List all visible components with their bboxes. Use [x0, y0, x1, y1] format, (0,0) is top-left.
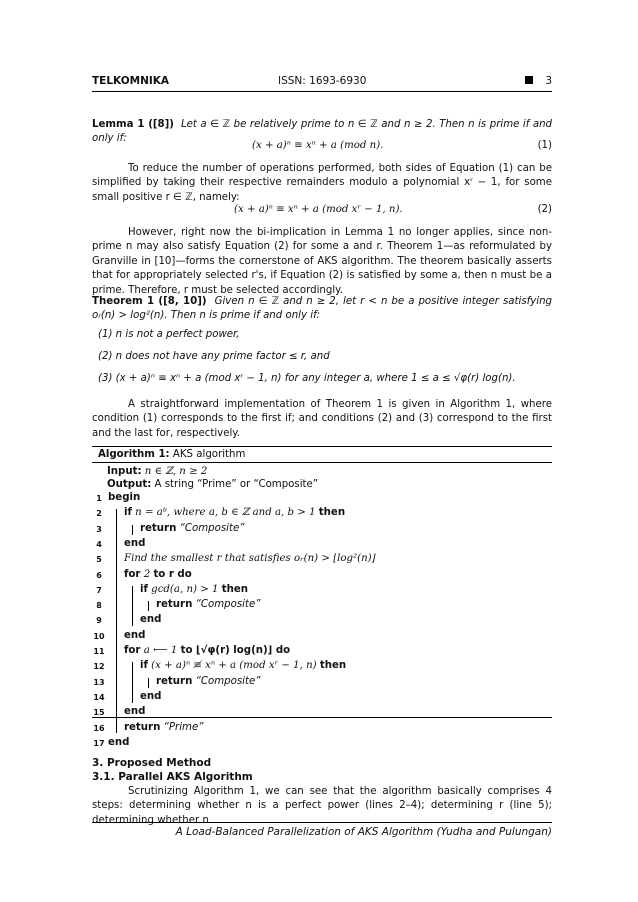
- algorithm-caption-label: Algorithm 1:: [98, 449, 170, 460]
- algorithm-caption-text: AKS algorithm: [172, 449, 246, 460]
- lemma-label: Lemma 1 ([8]): [92, 119, 174, 130]
- algorithm-line-number: 5: [96, 555, 102, 565]
- paragraph-1: To reduce the number of operations performed, both sides of Equation (1) can be simplified by taking their respective remainders modulo a polynomial xʳ − 1, for some small positive r ∈ ℤ, namely:: [92, 163, 552, 203]
- algorithm-line: [124, 722, 204, 735]
- lemma-statement: Let a ∈ ℤ be relatively prime to n ∈ ℤ and n ≥ 2. Then n is prime if and only if:: [92, 119, 552, 145]
- algorithm-line: [140, 691, 161, 704]
- paragraph-4: Scrutinizing Algorithm 1, we can see that the algorithm basically comprises 4 steps: determining whether n is a perfect power (lines 2–4); determining r (line 5); determining whether n: [92, 786, 552, 826]
- algorithm-line-ital: “Prime”: [163, 721, 204, 733]
- algorithm-line: [156, 676, 261, 689]
- theorem-condition-1: (1) n is not a perfect power,: [98, 329, 240, 340]
- algorithm-line-kw: if: [140, 660, 148, 672]
- equation-1-number: (1): [537, 140, 552, 151]
- algorithm-line-kw: end: [124, 629, 146, 641]
- algorithm-line-kw: if: [124, 507, 132, 519]
- algorithm-line-kw2: to r do: [153, 568, 192, 580]
- algorithm-caption-rule: [92, 462, 552, 463]
- algorithm-line-number: 17: [93, 738, 105, 748]
- equation-2-body: (x + a)ⁿ ≡ xⁿ + a (mod xʳ − 1, n).: [234, 204, 403, 215]
- algorithm-bottom-rule: [92, 717, 552, 718]
- algorithm-line: [140, 614, 161, 627]
- issn: ISSN: 1693-6930: [278, 75, 367, 87]
- equation-2: [92, 204, 552, 218]
- algorithm-line-kw2: to ⌊√φ(r) log(n)⌋ do: [180, 645, 291, 656]
- algorithm-line-kw: end: [140, 614, 162, 626]
- algorithm-top-rule: [92, 446, 552, 447]
- algorithm-line: [108, 492, 140, 505]
- algorithm-line: [124, 569, 192, 582]
- algorithm-line: [140, 660, 346, 673]
- algorithm-output-label: Output:: [107, 479, 152, 490]
- algorithm-line-kw: return: [140, 522, 177, 534]
- page-number: 3: [545, 75, 552, 87]
- algorithm-line-text: n = aᵇ, where a, b ∈ ℤ and a, b > 1: [131, 507, 319, 519]
- algorithm-line-number: 2: [96, 509, 102, 519]
- theorem-statement: Given n ∈ ℤ and n ≥ 2, let r < n be a positive integer satisfying oᵣ(n) > log²(n). Then n is prime if and only if:: [92, 296, 552, 322]
- algorithm-line-number: 3: [96, 524, 102, 534]
- algorithm-line-text: a ⟵ 1: [140, 645, 181, 656]
- algorithm-line: [140, 584, 248, 597]
- algorithm-block-bar: [148, 678, 149, 688]
- algorithm-line-kw: for: [124, 568, 141, 580]
- header-rule: [92, 91, 552, 92]
- algorithm-line-ital: “Composite”: [195, 599, 261, 611]
- algorithm-input: [107, 466, 207, 477]
- algorithm-line-text: (x + a)ⁿ ≢ xⁿ + a (mod xʳ − 1, n): [147, 660, 320, 672]
- algorithm-block-bar: [116, 509, 117, 733]
- equation-1: [92, 140, 552, 154]
- algorithm-line-number: 16: [93, 723, 105, 733]
- algorithm-line: [124, 538, 145, 551]
- algorithm-line: [124, 630, 145, 643]
- algorithm-block-bar: [132, 525, 133, 535]
- theorem-label: Theorem 1 ([8, 10]): [92, 296, 207, 307]
- algorithm-line-kw: begin: [108, 492, 141, 503]
- algorithm-line-number: 9: [96, 616, 102, 626]
- algorithm-line-number: 4: [96, 539, 102, 549]
- algorithm-line-text: Find the smallest r that satisfies oᵣ(n) > ⌊log²(n)⌋: [124, 553, 376, 565]
- equation-1-body: (x + a)ⁿ ≡ xⁿ + a (mod n).: [252, 140, 384, 151]
- paragraph-3: A straightforward implementation of Theorem 1 is given in Algorithm 1, where condition (1) corresponds to the first if; and conditions (2) and (3) correspond to the first and the last for, respectively.: [92, 399, 552, 439]
- algorithm-line: [124, 553, 376, 566]
- algorithm-line-kw: end: [124, 537, 146, 549]
- equation-2-number: (2): [537, 204, 552, 215]
- algorithm-line-number: 8: [96, 601, 102, 611]
- algorithm-line-number: 7: [96, 585, 102, 595]
- algorithm-line-kw: return: [156, 675, 193, 687]
- journal-name: TELKOMNIKA: [92, 75, 170, 87]
- algorithm-caption: [98, 449, 245, 460]
- algorithm-line-number: 1: [96, 494, 102, 503]
- algorithm-input-text: n ∈ ℤ, n ≥ 2: [144, 466, 208, 477]
- algorithm-block-bar: [132, 586, 133, 627]
- paragraph-2: However, right now the bi-implication in Lemma 1 no longer applies, since non-prime n may also satisfy Equation (2) for some a and r. Theorem 1—as reformulated by Granville in [10]—forms the cornerstone of AKS algorithm. The theorem basically asserts that for appropriately selected r's, if Equation (2) is satisfied by some a, then n must be a prime. Therefore, r must be selected accordingly.: [92, 227, 552, 296]
- running-header: [92, 75, 552, 89]
- algorithm-block-bar: [132, 662, 133, 703]
- algorithm-line-kw2: then: [221, 583, 249, 595]
- algorithm-line-kw: return: [124, 721, 161, 733]
- algorithm-line-kw: return: [156, 599, 193, 611]
- algorithm-line-ital: “Composite”: [179, 522, 245, 534]
- algorithm-input-label: Input:: [107, 466, 142, 477]
- algorithm-line: [140, 523, 245, 536]
- algorithm-line-kw: end: [140, 690, 162, 702]
- algorithm-line-number: 15: [93, 708, 105, 718]
- footer-rule: [92, 822, 552, 823]
- algorithm-line-number: 6: [96, 570, 102, 580]
- algorithm-line-kw: for: [124, 645, 141, 656]
- theorem-1: [92, 295, 552, 324]
- algorithm-line-kw: end: [108, 736, 130, 748]
- running-footer: A Load-Balanced Parallelization of AKS Algorithm (Yudha and Pulungan): [175, 826, 552, 838]
- algorithm-line-number: 14: [93, 692, 105, 702]
- theorem-condition-2: (2) n does not have any prime factor ≤ r, and: [98, 351, 330, 362]
- algorithm-line-kw2: then: [318, 507, 346, 519]
- algorithm-block-bar: [148, 601, 149, 611]
- subsection-heading: 3.1. Parallel AKS Algorithm: [92, 771, 253, 783]
- algorithm-output: [107, 479, 318, 490]
- algorithm-line: [156, 599, 261, 612]
- algorithm-line-number: 11: [93, 647, 105, 656]
- section-heading: 3. Proposed Method: [92, 757, 212, 769]
- algorithm-line-number: 13: [93, 677, 105, 687]
- algorithm-line: [108, 737, 129, 750]
- square-bullet-icon: [525, 76, 533, 84]
- algorithm-line-kw: if: [140, 583, 148, 595]
- algorithm-line: [124, 645, 290, 658]
- algorithm-output-text: A string “Prime” or “Composite”: [154, 479, 319, 490]
- algorithm-line: [124, 507, 345, 520]
- algorithm-line-number: 12: [93, 662, 105, 672]
- algorithm-line-text: 2: [140, 568, 154, 580]
- algorithm-line-ital: “Composite”: [195, 675, 261, 687]
- theorem-condition-3: (3) (x + a)ⁿ ≡ xⁿ + a (mod xʳ − 1, n) for any integer a, where 1 ≤ a ≤ √φ(r) log(n).: [98, 373, 516, 384]
- algorithm-line-kw2: then: [319, 660, 347, 672]
- algorithm-line-text: gcd(a, n) > 1: [147, 583, 222, 595]
- algorithm-line-kw: end: [124, 706, 146, 718]
- algorithm-line-number: 10: [93, 631, 105, 641]
